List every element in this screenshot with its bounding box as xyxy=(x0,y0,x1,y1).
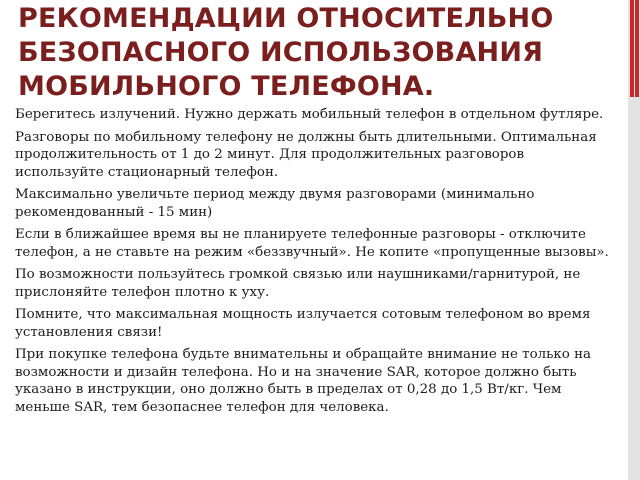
paragraph-turn-off: Если в ближайшее время вы не планируете телефонные разговоры - отключите телефон, а не ставьте на режим «беззвучный». Не копите «пропущенные вызовы». xyxy=(15,227,609,260)
paragraph-sar: При покупке телефона будьте внимательны и обращайте внимание не только на возможности и дизайн телефона. Но и на значение SAR, которое должно быть указано в инструкции, оно должно быть в пределах от 0,28 до 1,5 Вт/кг. Чем меньше SAR, тем безопаснее телефон для человека. xyxy=(15,347,592,415)
slide-title: РЕКОМЕНДАЦИИ ОТНОСИТЕЛЬНО БЕЗОПАСНОГО ИСПОЛЬЗОВАНИЯ МОБИЛЬНОГО ТЕЛЕФОНА. xyxy=(18,3,554,102)
paragraph-speakerphone: По возможности пользуйтесь громкой связью или наушниками/гарнитурой, не прислоняйте телефон плотно к уху. xyxy=(15,267,581,300)
slide-body xyxy=(15,106,613,421)
accent-bar-right xyxy=(635,0,639,97)
paragraph-radiation: Берегитесь излучений. Нужно держать мобильный телефон в отдельном футляре. xyxy=(15,107,604,122)
paragraph-call-interval: Максимально увеличьте период между двумя разговорами (минимально рекомендованный - 15 мин) xyxy=(15,187,535,220)
accent-bar-left xyxy=(630,0,634,97)
paragraph-max-power: Помните, что максимальная мощность излучается сотовым телефоном во время установления связи! xyxy=(15,307,591,340)
paragraph-call-duration: Разговоры по мобильному телефону не должны быть длительными. Оптимальная продолжительность от 1 до 2 минут. Для продолжительных разговоров используйте стационарный телефон. xyxy=(15,129,597,180)
